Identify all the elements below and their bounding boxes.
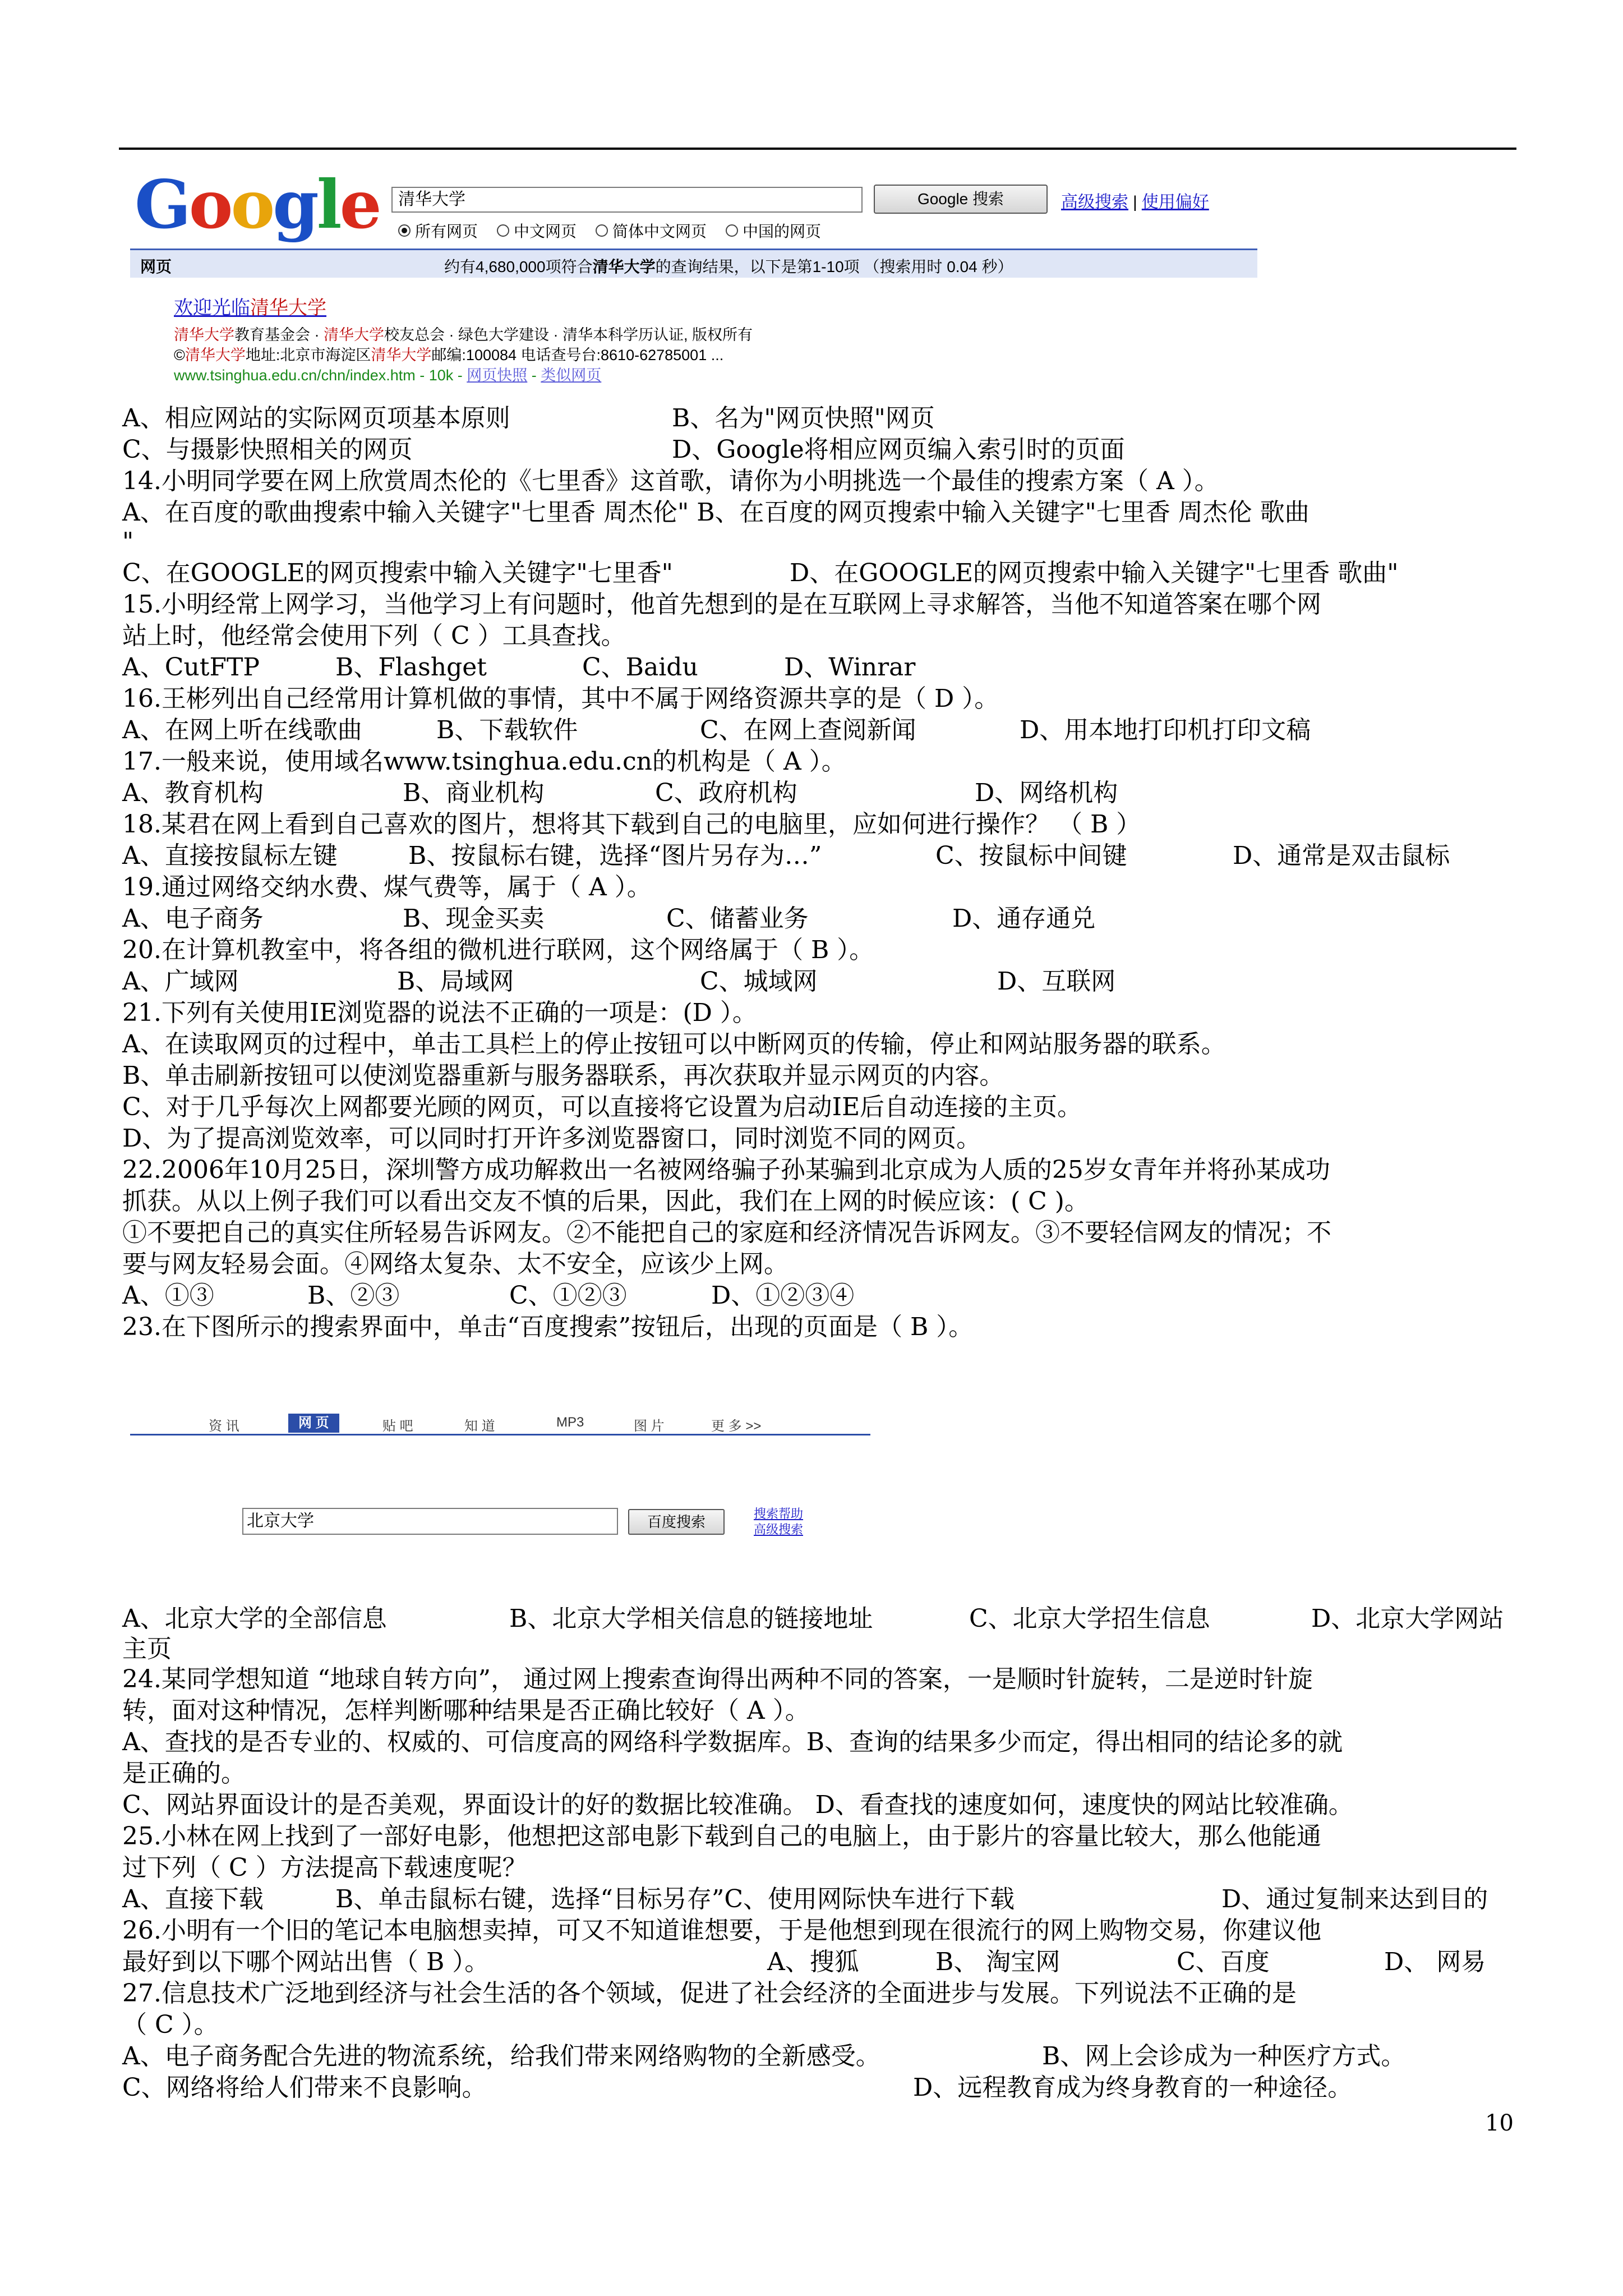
baidu-tab[interactable]: MP3 [556, 1415, 584, 1430]
text-segment: B、下载软件 [436, 716, 578, 744]
google-search-input[interactable]: 清华大学 [391, 187, 863, 213]
baidu-tab[interactable]: 资 讯 [209, 1419, 239, 1434]
text-segment: 主页 [122, 1635, 172, 1663]
snippet-fragment: 地址:北京市海淀区 [245, 347, 371, 364]
result-title-highlight: 清华大学 [250, 297, 326, 319]
result-snippet-line-2 [174, 343, 723, 365]
text-segment: D、Google将相应网页编入索引时的页面 [672, 435, 1125, 464]
text-segment: C、网站界面设计的是否美观，界面设计的好的数据比较准确。 D、看查找的速度如何，速度快的网站比较准确。 [122, 1791, 1353, 1819]
text-segment: 19.通过网络交纳水费、煤气费等，属于（ A ）。 [122, 873, 652, 901]
text-segment: C、对于几乎每次上网都要光顾的网页，可以直接将它设置为启动IE后自动连接的主页。 [122, 1093, 1082, 1121]
result-url: www.tsinghua.edu.cn/chn/index.htm - 10k - [174, 367, 467, 384]
advanced-search-link[interactable]: 高级搜索 [1061, 193, 1128, 211]
text-segment: B、局域网 [397, 967, 514, 996]
text-segment: C、在GOOGLE的网页搜索中输入关键字"七里香" [122, 559, 673, 587]
text-segment: C、百度 [1177, 1948, 1270, 1976]
baidu-tab-bar [130, 1414, 870, 1435]
text-segment: 26.小明有一个旧的笔记本电脑想卖掉，可又不知道谁想要，于是他想到现在很流行的网上购物交易，你建议他 [122, 1916, 1321, 1945]
baidu-tab[interactable]: 知 道 [464, 1419, 495, 1434]
text-segment: A、北京大学的全部信息 [122, 1604, 387, 1633]
text-segment: C、网络将给人们带来不良影响。 [122, 2073, 487, 2102]
text-segment: B、Flashget [335, 653, 487, 682]
baidu-tab[interactable]: 贴 吧 [382, 1419, 413, 1434]
text-segment: B、 淘宝网 [935, 1948, 1061, 1976]
result-title-link[interactable] [174, 292, 326, 320]
link-separator: | [1133, 193, 1137, 211]
text-segment: A、教育机构 [122, 779, 264, 807]
text-segment: D、北京大学网站 [1311, 1604, 1504, 1633]
text-segment: C、①②③ [509, 1281, 627, 1310]
google-logo: Google [135, 165, 380, 243]
baidu-search-input[interactable]: 北京大学 [242, 1508, 618, 1535]
radio-label: 中文网页 [514, 223, 577, 240]
snippet-fragment: © [174, 347, 185, 364]
results-stats [444, 255, 1013, 277]
language-radio-group [398, 219, 821, 242]
text-segment: 17.一般来说，使用域名www.tsinghua.edu.cn的机构是（ A ）。 [122, 747, 846, 776]
language-radio[interactable] [726, 219, 821, 242]
text-segment: 站上时，他经常会使用下列（ C ）工具查找。 [122, 622, 626, 650]
text-segment: " [122, 527, 134, 556]
advanced-search-link[interactable]: 高级搜索 [754, 1522, 804, 1536]
baidu-search-button[interactable]: 百度搜索 [628, 1509, 725, 1535]
result-title-prefix: 欢迎光临 [174, 297, 250, 319]
snippet-fragment: 清华大学 [174, 326, 234, 343]
text-segment: B、单击鼠标右键，选择“目标另存”C、使用网际快车进行下载 [335, 1885, 1015, 1913]
baidu-tab[interactable]: 更 多 >> [711, 1419, 762, 1434]
text-segment: A、搜狐 [767, 1948, 859, 1976]
text-segment: A、直接按鼠标左键 [122, 841, 338, 870]
radio-circle-icon [398, 224, 411, 237]
text-segment: C、储蓄业务 [666, 904, 809, 933]
text-segment: B、②③ [307, 1281, 400, 1310]
text-segment: D、通存通兑 [952, 904, 1096, 933]
text-segment: B、网上会诊成为一种医疗方式。 [1042, 2042, 1406, 2070]
text-segment: 22.2006年10月25日，深圳警方成功解救出一名被网络骗子孙某骗到北京成为人质的25岁女青年并将孙某成功 [122, 1156, 1330, 1184]
text-segment: C、在网上查阅新闻 [700, 716, 916, 744]
text-segment: 转，面对这种情况，怎样判断哪种结果是否正确比较好（ A ）。 [122, 1696, 810, 1725]
text-segment: 过下列（ C ）方法提高下载速度呢？ [122, 1853, 527, 1882]
result-url-line [174, 363, 601, 385]
radio-label: 简体中文网页 [612, 223, 707, 240]
header-rule [119, 148, 1516, 150]
snippet-fragment: 清华大学 [371, 347, 432, 364]
text-segment: 14.小明同学要在网上欣赏周杰伦的《七里香》这首歌，请你为小明挑选一个最佳的搜索方案（ A ）。 [122, 467, 1219, 495]
stats-suffix: 的查询结果，以下是第1-10项 （搜索用时 0.04 秒） [655, 258, 1013, 275]
text-segment: A、CutFTP [122, 653, 260, 682]
text-segment: C、Baidu [582, 653, 698, 682]
text-segment: D、网络机构 [975, 779, 1118, 807]
text-segment: D、用本地打印机打印文稿 [1020, 716, 1311, 744]
google-search-button[interactable]: Google 搜索 [874, 185, 1048, 214]
text-segment: D、①②③④ [711, 1281, 855, 1310]
text-segment: A、广域网 [122, 967, 239, 996]
result-snippet-line-1 [174, 323, 753, 344]
text-segment: A、相应网站的实际网页项基本原则 [122, 404, 510, 432]
text-segment: A、查找的是否专业的、权威的、可信度高的网络科学数据库。B、查询的结果多少而定，得出相同的结论多的就 [122, 1728, 1343, 1756]
page-number: 10 [1485, 2110, 1514, 2136]
text-segment: 24.某同学想知道 “地球自转方向”， 通过网上搜索查询得出两种不同的答案，一是顺时针旋转，二是逆时针旋 [122, 1665, 1313, 1694]
baidu-tab[interactable]: 图 片 [634, 1419, 665, 1434]
snippet-fragment: 清华大学 [185, 347, 246, 364]
stats-prefix: 约有4,680,000项符合 [444, 258, 593, 275]
web-tab-label: 网页 [140, 258, 172, 275]
language-radio[interactable] [497, 219, 577, 242]
radio-circle-icon [726, 224, 738, 237]
text-segment: D、Winrar [784, 653, 916, 682]
text-segment: C、城域网 [700, 967, 818, 996]
text-segment: A、电子商务配合先进的物流系统，给我们带来网络购物的全新感受。 [122, 2042, 880, 2070]
snippet-fragment: 校友总会 · 绿色大学建设 · 清华本科学历认证, 版权所有 [384, 326, 753, 343]
search-help-link[interactable]: 搜索帮助 [754, 1507, 804, 1521]
text-segment: D、互联网 [997, 967, 1116, 996]
text-segment: B、商业机构 [403, 779, 545, 807]
text-segment: D、 网易 [1384, 1948, 1486, 1976]
google-screenshot [130, 165, 1257, 387]
text-segment: ①不要把自己的真实住所轻易告诉网友。②不能把自己的家庭和经济情况告诉网友。③不要轻信网友的情况；不 [122, 1218, 1331, 1247]
snippet-fragment: 邮编:100084 电话查号台:8610-62785001 ... [431, 347, 724, 364]
text-segment: C、与摄影快照相关的网页 [122, 435, 413, 464]
stats-query: 清华大学 [592, 258, 656, 275]
text-segment: 23.在下图所示的搜索界面中，单击“百度搜索”按钮后，出现的页面是（ B ）。 [122, 1313, 974, 1341]
text-segment: 25.小林在网上找到了一部好电影，他想把这部电影下载到自己的电脑上，由于影片的容量比较大，那么他能通 [122, 1822, 1321, 1851]
text-segment: B、单击刷新按钮可以使浏览器重新与服务器联系，再次获取并显示网页的内容。 [122, 1061, 1004, 1090]
text-segment: A、在百度的歌曲搜索中输入关键字"七里香 周杰伦" B、在百度的网页搜索中输入关键字"七里香 周杰伦 歌曲 [122, 498, 1310, 527]
text-segment: C、政府机构 [655, 779, 797, 807]
text-segment: C、按鼠标中间键 [935, 841, 1127, 870]
radio-label: 中国的网页 [743, 223, 822, 240]
text-segment: 27.信息技术广泛地到经济与社会生活的各个领域，促进了社会经济的全面进步与发展。下列说法不正确的是 [122, 1979, 1297, 2008]
snippet-fragment: 清华大学 [324, 326, 384, 343]
language-radio[interactable] [398, 219, 478, 242]
text-segment: A、电子商务 [122, 904, 264, 933]
google-links [1061, 188, 1209, 213]
text-segment: 15.小明经常上网学习，当他学习上有问题时，他首先想到的是在互联网上寻求解答，当他不知道答案在哪个网 [122, 590, 1321, 619]
text-segment: B、北京大学相关信息的链接地址 [509, 1604, 873, 1633]
text-segment: 18.某君在网上看到自己喜欢的图片，想将其下载到自己的电脑里，应如何进行操作？ （ B ） [122, 810, 1141, 839]
text-segment: 抓获。从以上例子我们可以看出交友不慎的后果，因此，我们在上网的时候应该：( C )。 [122, 1187, 1089, 1216]
text-segment: D、远程教育成为终身教育的一种途径。 [913, 2073, 1353, 2102]
text-segment: D、通常是双击鼠标 [1233, 841, 1450, 870]
text-segment: 是正确的。 [122, 1759, 246, 1788]
text-segment: A、①③ [122, 1281, 214, 1310]
text-segment: 21.下列有关使用IE浏览器的说法不正确的一项是：(D ）。 [122, 999, 757, 1027]
text-segment: B、名为"网页快照"网页 [672, 404, 935, 432]
text-segment: D、通过复制来达到目的 [1221, 1885, 1488, 1913]
text-segment: A、在读取网页的过程中，单击工具栏上的停止按钮可以中断网页的传输，停止和网站服务器的联系。 [122, 1030, 1226, 1059]
text-segment: A、在网上听在线歌曲 [122, 716, 362, 744]
text-segment: 要与网友轻易会面。④网络太复杂、太不安全，应该少上网。 [122, 1250, 789, 1278]
similar-separator: - [527, 367, 541, 384]
text-segment: D、在GOOGLE的网页搜索中输入关键字"七里香 歌曲" [790, 559, 1399, 587]
text-segment: B、现金买卖 [403, 904, 545, 933]
text-segment: C、北京大学招生信息 [969, 1604, 1210, 1633]
baidu-screenshot [130, 1414, 876, 1543]
text-segment: 16.王彬列出自己经常用计算机做的事情，其中不属于网络资源共享的是（ D ）。 [122, 684, 999, 713]
snippet-fragment: 教育基金会 · [234, 326, 324, 343]
text-segment: 最好到以下哪个网站出售（ B ）。 [122, 1948, 490, 1976]
preferences-link[interactable]: 使用偏好 [1141, 193, 1209, 211]
text-segment: （ C ）。 [122, 2010, 219, 2039]
language-radio[interactable] [596, 219, 707, 242]
text-segment: 20.在计算机教室中，将各组的微机进行联网，这个网络属于（ B ）。 [122, 936, 874, 964]
radio-circle-icon [497, 224, 509, 237]
baidu-tab[interactable]: 网 页 [288, 1414, 339, 1433]
radio-circle-icon [596, 224, 608, 237]
results-bar [130, 249, 1257, 278]
text-segment: A、直接下载 [122, 1885, 264, 1913]
text-segment: B、按鼠标右键，选择“图片另存为…” [408, 841, 822, 870]
radio-label: 所有网页 [415, 223, 478, 240]
cached-page-link[interactable]: 网页快照 [467, 367, 528, 384]
text-segment: D、为了提高浏览效率，可以同时打开许多浏览器窗口，同时浏览不同的网页。 [122, 1124, 981, 1153]
similar-pages-link[interactable]: 类似网页 [541, 367, 602, 384]
